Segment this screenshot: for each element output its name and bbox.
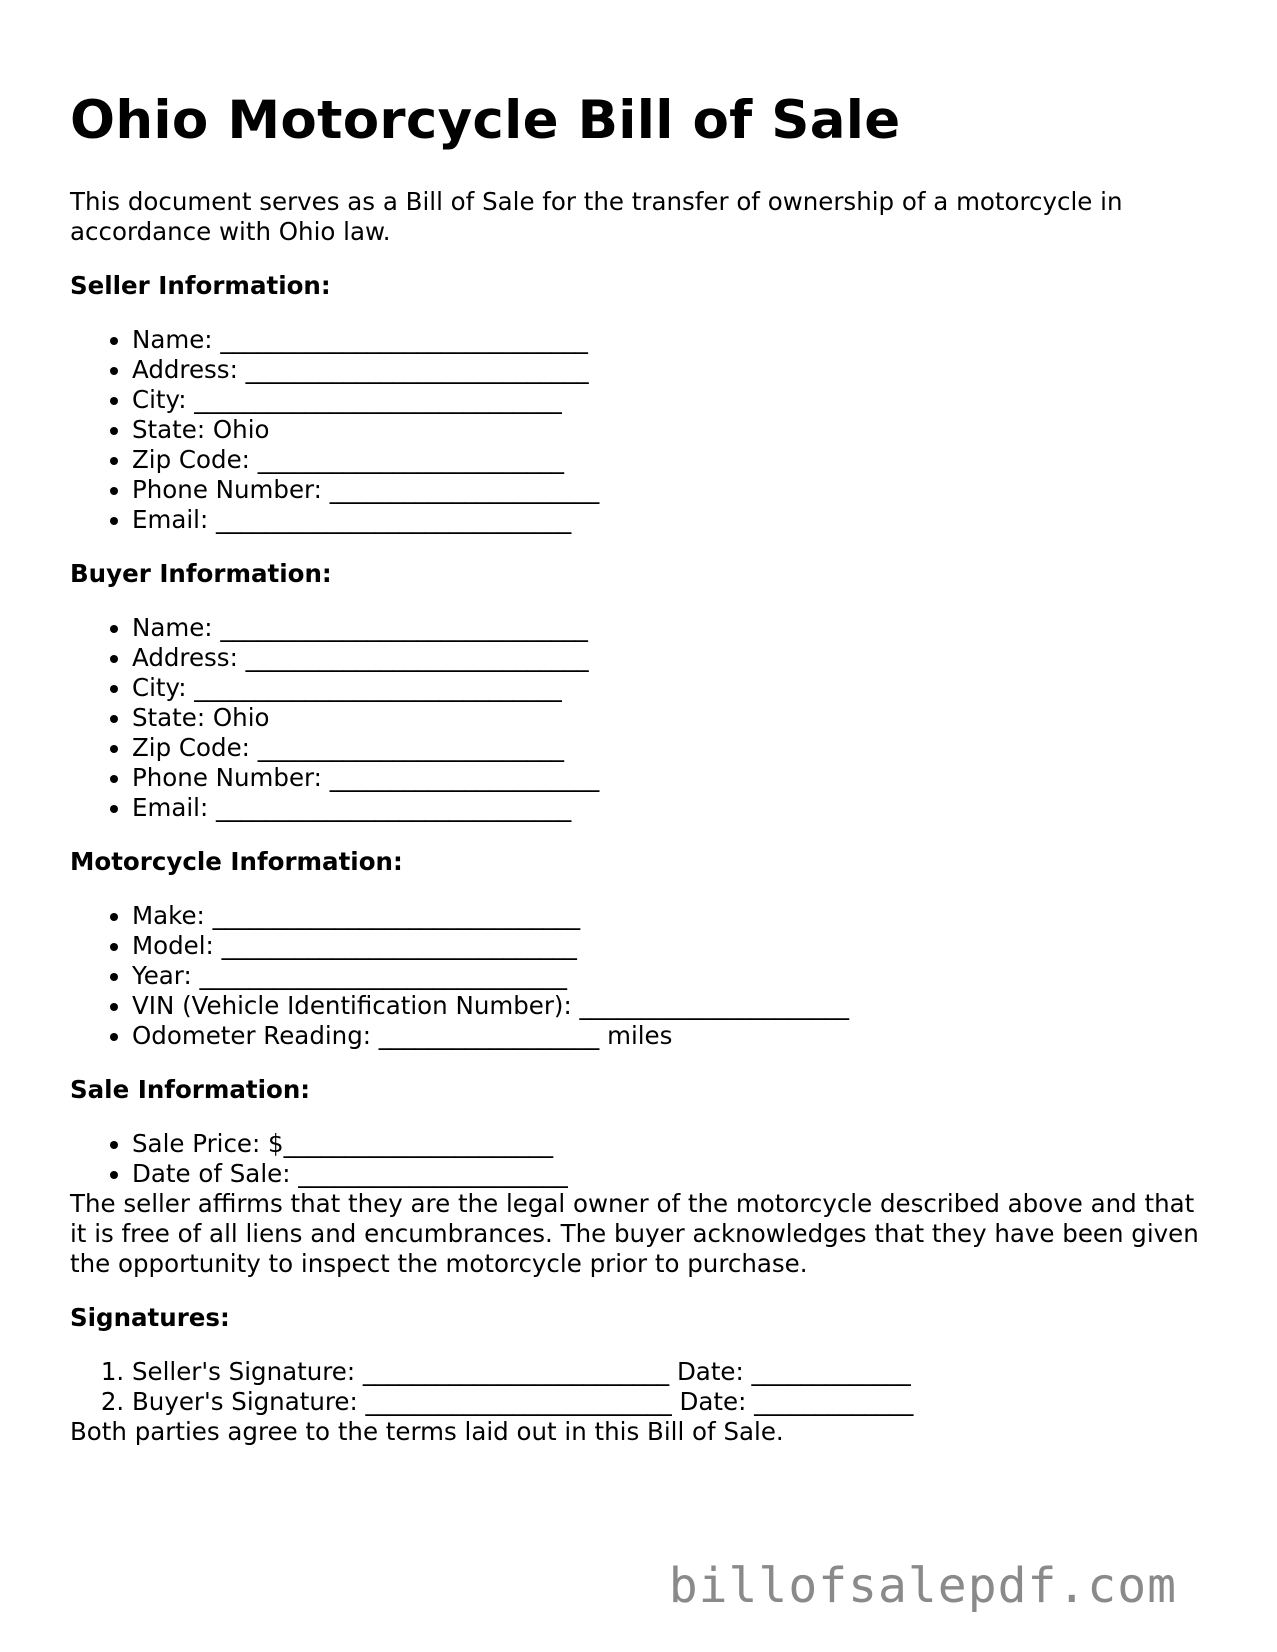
motorcycle-year-field: • Year: ______________________________ <box>132 961 1210 991</box>
buyer-city-field: • City: ______________________________ <box>132 673 1210 703</box>
buyer-signature-line: 2. Buyer's Signature: _________________________ Date: _____________ <box>132 1387 1210 1417</box>
seller-address-field: • Address: ____________________________ <box>132 355 1210 385</box>
document-title: Ohio Motorcycle Bill of Sale <box>70 90 901 151</box>
sale-price-field: • Sale Price: $______________________ <box>132 1129 1210 1159</box>
document-page <box>70 82 1210 1447</box>
motorcycle-odometer-field: • Odometer Reading: __________________ miles <box>132 1021 1210 1051</box>
buyer-heading: Buyer Information: <box>70 559 332 588</box>
seller-email-field: • Email: _____________________________ <box>132 505 1210 535</box>
seller-name-field: • Name: ______________________________ <box>132 325 1210 355</box>
sale-list <box>70 1129 1210 1189</box>
motorcycle-heading: Motorcycle Information: <box>70 847 403 876</box>
sale-date-field: • Date of Sale: ______________________ <box>132 1159 1210 1189</box>
seller-list <box>70 325 1210 535</box>
seller-heading: Seller Information: <box>70 271 331 300</box>
buyer-address-field: • Address: ____________________________ <box>132 643 1210 673</box>
sale-heading: Sale Information: <box>70 1075 311 1104</box>
closing-paragraph: Both parties agree to the terms laid out in this Bill of Sale. <box>70 1417 784 1446</box>
seller-phone-field: • Phone Number: ______________________ <box>132 475 1210 505</box>
motorcycle-list <box>70 901 1210 1051</box>
signatures-heading: Signatures: <box>70 1303 230 1332</box>
watermark-text: billofsalepdf.com <box>668 1558 1177 1614</box>
buyer-state-field: • State: Ohio <box>132 703 1210 733</box>
motorcycle-make-field: • Make: ______________________________ <box>132 901 1210 931</box>
buyer-name-field: • Name: ______________________________ <box>132 613 1210 643</box>
motorcycle-model-field: • Model: _____________________________ <box>132 931 1210 961</box>
motorcycle-vin-field: • VIN (Vehicle Identification Number): ______________________ <box>132 991 1210 1021</box>
intro-paragraph: This document serves as a Bill of Sale for the transfer of ownership of a motorcycle in accordance with Ohio law. <box>70 187 1123 246</box>
signatures-list <box>70 1357 1210 1417</box>
seller-zip-field: • Zip Code: _________________________ <box>132 445 1210 475</box>
seller-state-field: • State: Ohio <box>132 415 1210 445</box>
buyer-phone-field: • Phone Number: ______________________ <box>132 763 1210 793</box>
affirmation-paragraph: The seller affirms that they are the legal owner of the motorcycle described above and that it is free of all liens and encumbrances. The buyer acknowledges that they have been given the opportunity to inspect the motorcycle prior to purchase. <box>70 1189 1199 1278</box>
seller-city-field: • City: ______________________________ <box>132 385 1210 415</box>
buyer-email-field: • Email: _____________________________ <box>132 793 1210 823</box>
buyer-zip-field: • Zip Code: _________________________ <box>132 733 1210 763</box>
buyer-list <box>70 613 1210 823</box>
seller-signature-line: 1. Seller's Signature: _________________________ Date: _____________ <box>132 1357 1210 1387</box>
